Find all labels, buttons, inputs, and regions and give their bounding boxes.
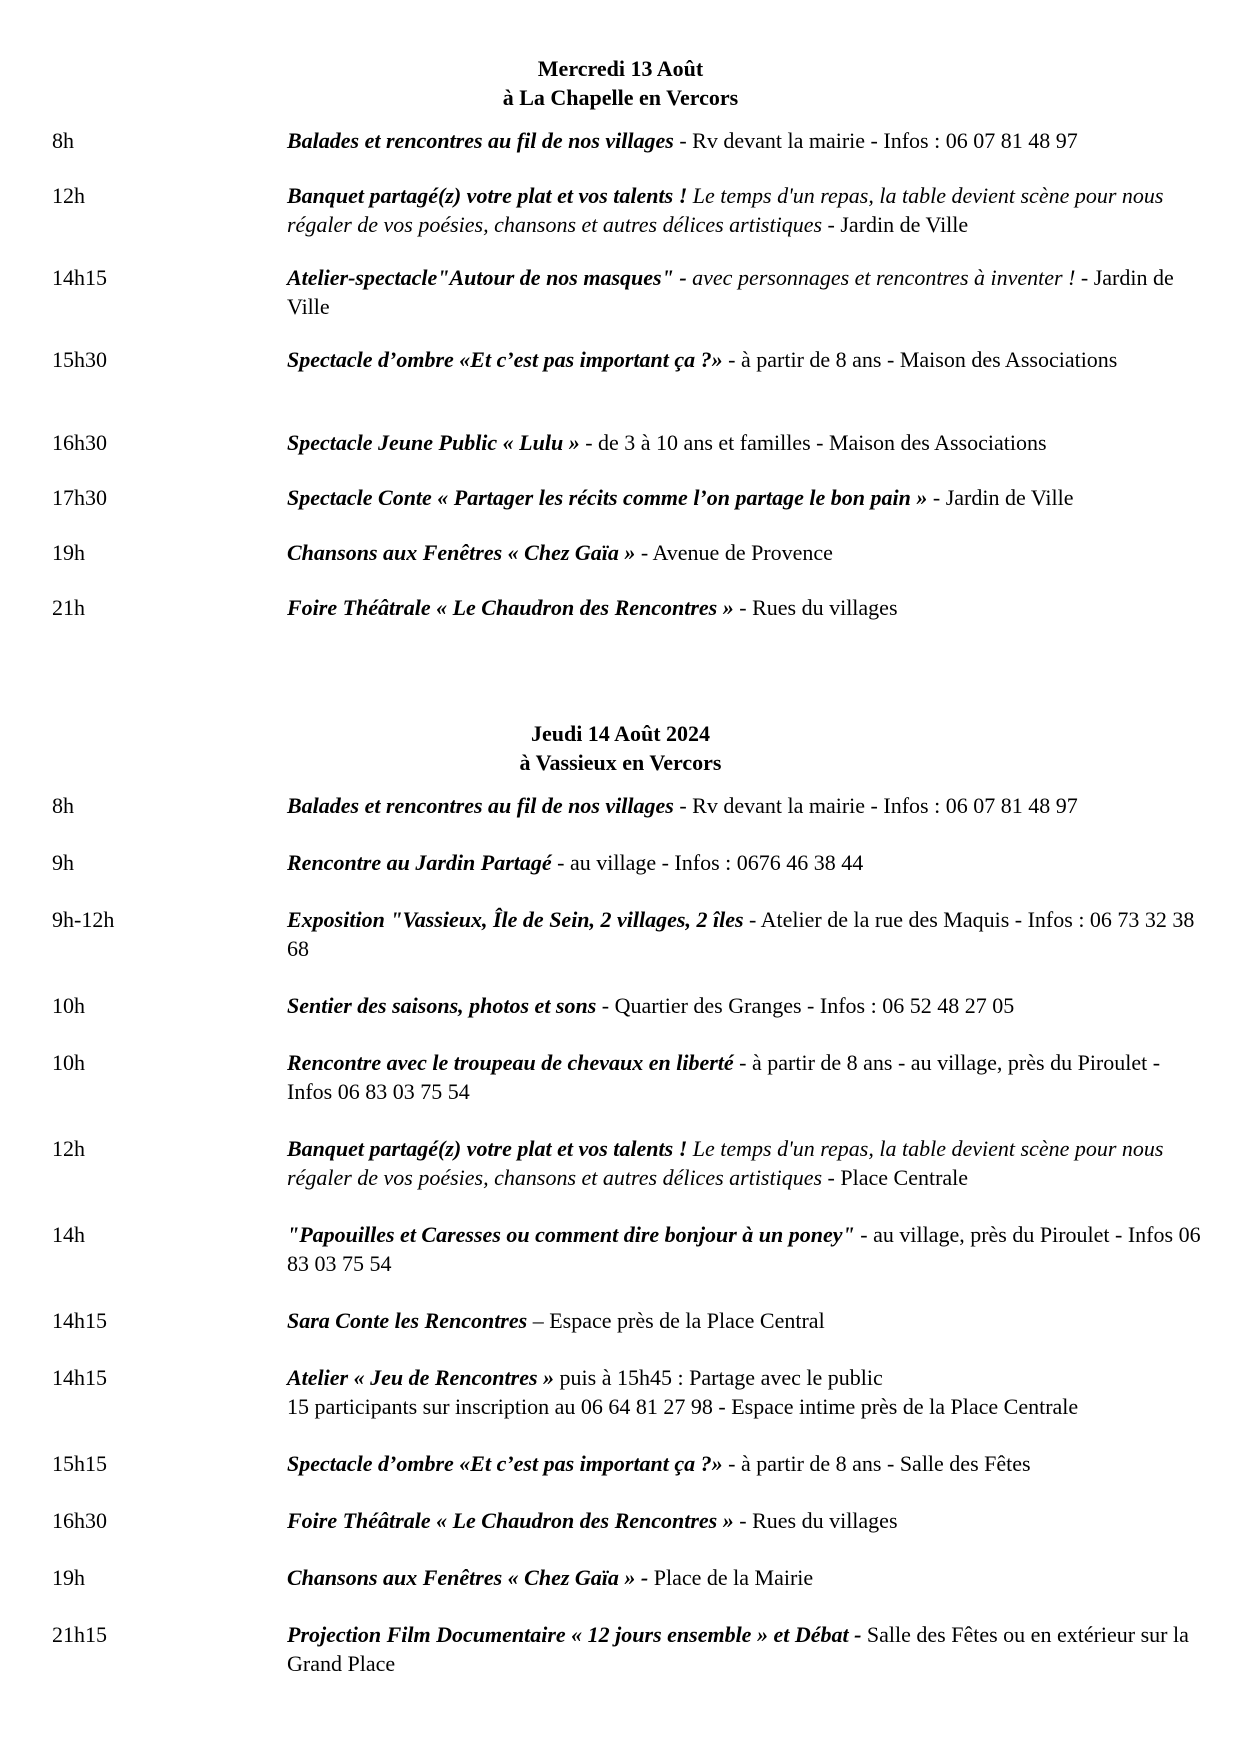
- event-description: [287, 905, 1207, 963]
- event-time: 17h30: [52, 485, 107, 510]
- event-description: [287, 593, 1207, 622]
- event-details: - Jardin de Ville: [927, 485, 1074, 510]
- event-details: Salle des Fêtes ou en extérieur sur la Grand Place: [287, 1622, 1189, 1676]
- event-details: Jardin de Ville: [287, 265, 1174, 319]
- event-details: - Avenue de Provence: [635, 540, 833, 565]
- event-title: Spectacle Conte « Partager les récits comme l’on partage le bon pain »: [287, 485, 928, 510]
- event-time: 12h: [52, 183, 85, 208]
- event-description: [287, 1563, 1207, 1592]
- event-title: Banquet partagé(z) votre plat et vos talents !: [287, 183, 688, 208]
- event-description: [287, 1220, 1207, 1278]
- event-title: Chansons aux Fenêtres « Chez Gaïa »: [287, 540, 636, 565]
- day-place: à La Chapelle en Vercors: [502, 85, 739, 110]
- event-description: [287, 1449, 1207, 1478]
- event-details: - à partir de 8 ans - au village, près du Piroulet - Infos 06 83 03 75 54: [287, 1050, 1161, 1104]
- event-description: [287, 848, 1207, 877]
- event-title: Foire Théâtrale « Le Chaudron des Rencontres »: [287, 1508, 734, 1533]
- event-title: "Papouilles et Caresses ou comment dire bonjour à un poney": [287, 1222, 855, 1247]
- event-title: Sentier des saisons, photos et sons: [287, 993, 597, 1018]
- event-time: 14h15: [52, 1365, 107, 1390]
- event-description: [287, 126, 1207, 155]
- event-details: - Rues du villages: [733, 1508, 898, 1533]
- event-time: 12h: [52, 1136, 85, 1161]
- day-date: Mercredi 13 Août: [537, 56, 704, 81]
- event-details: - à partir de 8 ans - Maison des Associations: [722, 347, 1118, 372]
- event-time: 14h15: [52, 1308, 107, 1333]
- event-description: [287, 483, 1207, 512]
- event-time: 19h: [52, 540, 85, 565]
- event-description: [287, 263, 1207, 321]
- event-details: - Rues du villages: [733, 595, 898, 620]
- event-details: - Rv devant la mairie - Infos : 06 07 81 48 97: [673, 128, 1078, 153]
- day-date: Jeudi 14 Août 2024: [530, 721, 711, 746]
- event-title: Spectacle d’ombre «Et c’est pas important ça ?»: [287, 1451, 723, 1476]
- event-title: Spectacle Jeune Public « Lulu »: [287, 430, 580, 455]
- event-subtitle: Le temps d'un repas, la table devient scène pour nous régaler de vos poésies, chansons et autres délices artistiques: [287, 1136, 1164, 1190]
- event-title: Rencontre avec le troupeau de chevaux en liberté: [287, 1050, 734, 1075]
- event-description: [287, 1506, 1207, 1535]
- event-description: [287, 791, 1207, 820]
- event-title: Balades et rencontres au fil de nos villages: [287, 128, 674, 153]
- event-details: - au village - Infos : 0676 46 38 44: [551, 850, 864, 875]
- event-details: - Rv devant la mairie - Infos : 06 07 81 48 97: [673, 793, 1078, 818]
- event-details: - Jardin de Ville: [822, 212, 969, 237]
- event-description: [287, 1363, 1207, 1421]
- event-time: 21h15: [52, 1622, 107, 1647]
- event-time: 15h30: [52, 347, 107, 372]
- event-title: Foire Théâtrale « Le Chaudron des Rencontres »: [287, 595, 734, 620]
- event-details: - Atelier de la rue des Maquis - Infos : 06 73 32 38 68: [287, 907, 1195, 961]
- event-time: 15h15: [52, 1451, 107, 1476]
- event-details: puis à 15h45 : Partage avec le public 15 participants sur inscription au 06 64 81 27 98 - Espace intime près de la Place Centrale: [287, 1365, 1079, 1419]
- event-description: [287, 538, 1207, 567]
- day-place: à Vassieux en Vercors: [519, 750, 722, 775]
- event-description: [287, 991, 1207, 1020]
- event-subtitle: Le temps d'un repas, la table devient scène pour nous régaler de vos poésies, chansons et autres délices artistiques: [287, 183, 1164, 237]
- event-details: - de 3 à 10 ans et familles - Maison des Associations: [579, 430, 1047, 455]
- event-title: Rencontre au Jardin Partagé: [287, 850, 552, 875]
- event-time: 19h: [52, 1565, 85, 1590]
- event-time: 8h: [52, 793, 74, 818]
- event-time: 21h: [52, 595, 85, 620]
- event-subtitle: avec personnages et rencontres à inventer ! -: [686, 265, 1089, 290]
- event-title: Exposition "Vassieux, Île de Sein, 2 villages, 2 îles: [287, 907, 744, 932]
- event-description: [287, 181, 1207, 239]
- event-time: 9h: [52, 850, 74, 875]
- event-description: [287, 1134, 1207, 1192]
- event-description: [287, 345, 1207, 374]
- event-time: 14h: [52, 1222, 85, 1247]
- event-description: [287, 428, 1207, 457]
- day-header: [0, 719, 1241, 777]
- event-title: Atelier « Jeu de Rencontres »: [287, 1365, 555, 1390]
- event-title: Spectacle d’ombre «Et c’est pas important ça ?»: [287, 347, 723, 372]
- event-time: 16h30: [52, 1508, 107, 1533]
- event-description: [287, 1306, 1207, 1335]
- event-time: 14h15: [52, 265, 107, 290]
- event-details: - au village, près du Piroulet - Infos 06 83 03 75 54: [287, 1222, 1201, 1276]
- event-title: Sara Conte les Rencontres: [287, 1308, 528, 1333]
- event-title: Balades et rencontres au fil de nos villages: [287, 793, 674, 818]
- event-time: 10h: [52, 1050, 85, 1075]
- event-title: Atelier-spectacle"Autour de nos masques" -: [287, 265, 687, 290]
- event-time: 10h: [52, 993, 85, 1018]
- event-time: 16h30: [52, 430, 107, 455]
- event-details: - Place Centrale: [822, 1165, 969, 1190]
- event-details: Place de la Mairie: [648, 1565, 814, 1590]
- event-title: Banquet partagé(z) votre plat et vos talents !: [287, 1136, 688, 1161]
- day-header: [0, 54, 1241, 112]
- event-details: - à partir de 8 ans - Salle des Fêtes: [722, 1451, 1031, 1476]
- event-details: – Espace près de la Place Central: [527, 1308, 825, 1333]
- event-description: [287, 1048, 1207, 1106]
- event-time: 8h: [52, 128, 74, 153]
- event-details: - Quartier des Granges - Infos : 06 52 48 27 05: [596, 993, 1015, 1018]
- event-title: Projection Film Documentaire « 12 jours ensemble » et Débat -: [287, 1622, 862, 1647]
- event-time: 9h-12h: [52, 907, 115, 932]
- event-title: Chansons aux Fenêtres « Chez Gaïa » -: [287, 1565, 649, 1590]
- event-description: [287, 1620, 1207, 1678]
